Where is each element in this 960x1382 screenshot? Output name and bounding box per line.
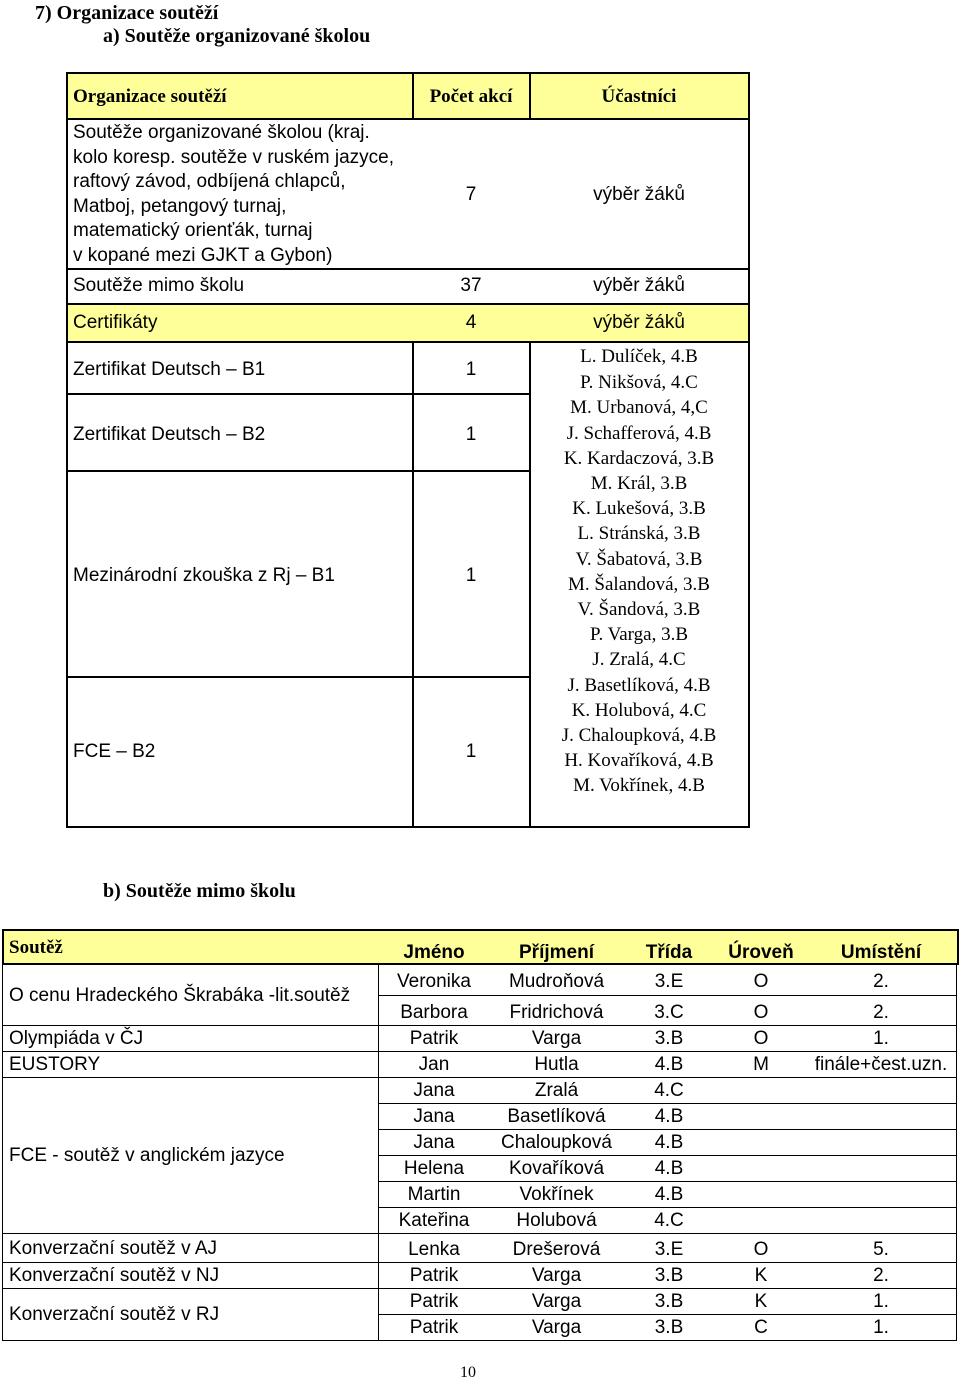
- table1-row2-name: Soutěže mimo školu: [73, 275, 245, 296]
- list-item: V. Šandová, 3.B: [577, 599, 701, 621]
- subsection-heading-b: b) Soutěže mimo školu: [103, 880, 296, 902]
- cell-trida: 3.E: [654, 971, 684, 992]
- cell-prijmeni: Hutla: [534, 1054, 579, 1075]
- cell-trida: 4.B: [654, 1132, 684, 1153]
- cell-uroven: M: [753, 1054, 769, 1075]
- list-item: L. Stránská, 3.B: [577, 523, 701, 545]
- cell-uroven: C: [754, 1317, 768, 1338]
- cell-trida: 4.B: [654, 1054, 684, 1075]
- cell-trida: 3.B: [654, 1265, 684, 1286]
- competition-name: Konverzační soutěž v NJ: [9, 1265, 220, 1286]
- cell-prijmeni: Vokřínek: [519, 1184, 594, 1205]
- cell-umisteni: finále+čest.uzn.: [814, 1054, 948, 1075]
- cell-jmeno: Patrik: [409, 1028, 459, 1049]
- table1-row3-participants: výběr žáků: [593, 312, 685, 333]
- cell-umisteni: 2.: [873, 971, 889, 992]
- competition-name: Konverzační soutěž v RJ: [9, 1304, 220, 1325]
- cell-jmeno: Jana: [413, 1132, 455, 1153]
- table2-header-trida: Třída: [645, 942, 693, 963]
- list-item: J. Schafferová, 4.B: [566, 422, 712, 444]
- cell-jmeno: Barbora: [400, 1002, 468, 1023]
- page-number: 10: [460, 1364, 476, 1381]
- list-item: J. Basetlíková, 4.B: [567, 674, 711, 696]
- cell-jmeno: Patrik: [409, 1265, 459, 1286]
- cell-prijmeni: Fridrichová: [509, 1002, 604, 1023]
- competition-name: Konverzační soutěž v AJ: [9, 1238, 218, 1259]
- cell-prijmeni: Mudroňová: [508, 971, 605, 992]
- cell-uroven: K: [754, 1291, 768, 1312]
- cell-trida: 3.B: [654, 1317, 684, 1338]
- list-item: J. Zralá, 4.C: [592, 649, 686, 671]
- cell-umisteni: 2.: [873, 1265, 889, 1286]
- list-item: K. Holubová, 4.C: [571, 699, 707, 721]
- cell-trida: 4.B: [654, 1106, 684, 1127]
- cell-uroven: O: [753, 1028, 769, 1049]
- table1-row6-name: Mezinárodní zkouška z Rj – B1: [73, 565, 335, 586]
- list-item: K. Kardaczová, 3.B: [563, 447, 715, 469]
- table1-row7-name: FCE – B2: [73, 741, 156, 762]
- table1-row7-count: 1: [465, 741, 477, 762]
- cell-jmeno: Helena: [403, 1158, 465, 1179]
- cell-umisteni: 1.: [873, 1291, 889, 1312]
- cell-prijmeni: Holubová: [516, 1210, 597, 1231]
- cell-prijmeni: Zralá: [534, 1080, 579, 1101]
- competition-name: FCE - soutěž v anglickém jazyce: [9, 1145, 285, 1166]
- competition-name: Olympiáda v ČJ: [9, 1028, 144, 1049]
- table1-row3-name: Certifikáty: [73, 312, 158, 333]
- cell-prijmeni: Varga: [531, 1265, 582, 1286]
- table2-header-prijmeni: Příjmení: [519, 942, 594, 963]
- cell-jmeno: Jan: [418, 1054, 450, 1075]
- cell-trida: 3.E: [654, 1239, 684, 1260]
- table1-row5-count: 1: [465, 424, 477, 445]
- table1-row1-count: 7: [465, 184, 477, 205]
- cell-umisteni: 5.: [873, 1239, 889, 1260]
- cell-jmeno: Patrik: [409, 1291, 459, 1312]
- cell-jmeno: Patrik: [409, 1317, 459, 1338]
- table2-header-uroven: Úroveň: [728, 942, 794, 963]
- cell-trida: 4.B: [654, 1158, 684, 1179]
- table1-row2-participants: výběr žáků: [593, 275, 685, 296]
- list-item: L. Dulíček, 4.B: [580, 346, 698, 367]
- cell-prijmeni: Chaloupková: [501, 1132, 612, 1153]
- list-item: V. Šabatová, 3.B: [575, 548, 703, 570]
- list-item: J. Chaloupková, 4.B: [561, 725, 717, 747]
- cell-prijmeni: Basetlíková: [507, 1106, 606, 1127]
- table1-row5-name: Zertifikat Deutsch – B2: [73, 424, 266, 445]
- cell-prijmeni: Kovaříková: [508, 1158, 605, 1179]
- list-item: M. Šalandová, 3.B: [568, 573, 710, 595]
- cell-prijmeni: Varga: [531, 1291, 582, 1312]
- table1-header-ucastnici: Účastníci: [601, 86, 677, 107]
- cell-jmeno: Martin: [407, 1184, 461, 1205]
- competition-name: EUSTORY: [9, 1054, 101, 1075]
- cell-trida: 3.C: [654, 1002, 684, 1023]
- cell-jmeno: Veronika: [397, 971, 471, 992]
- table1-header-organizace: Organizace soutěží: [73, 86, 227, 107]
- cell-uroven: O: [753, 1239, 769, 1260]
- cell-trida: 3.B: [654, 1028, 684, 1049]
- cell-umisteni: 1.: [873, 1028, 889, 1049]
- cell-jmeno: Jana: [413, 1080, 455, 1101]
- subsection-heading-a: a) Soutěže organizované školou: [103, 25, 371, 47]
- list-item: M. Vokřínek, 4.B: [573, 775, 705, 797]
- cell-prijmeni: Varga: [531, 1317, 582, 1338]
- table2-header-umisteni: Umístění: [840, 942, 922, 963]
- list-item: K. Lukešová, 3.B: [572, 498, 706, 520]
- table1-row4-count: 1: [465, 359, 477, 380]
- table1-row3-count: 4: [465, 312, 477, 333]
- participants-list: [530, 344, 748, 799]
- cell-prijmeni: Drešerová: [512, 1239, 601, 1260]
- cell-trida: 4.B: [654, 1184, 684, 1205]
- cell-umisteni: 2.: [873, 1002, 889, 1023]
- cell-jmeno: Lenka: [408, 1239, 460, 1260]
- cell-prijmeni: Varga: [531, 1028, 582, 1049]
- list-item: M. Král, 3.B: [590, 473, 688, 495]
- cell-uroven: K: [754, 1265, 768, 1286]
- list-item: H. Kovaříková, 4.B: [564, 750, 714, 772]
- table1-row2-count: 37: [460, 275, 482, 296]
- list-item: P. Nikšová, 4.C: [580, 372, 698, 394]
- cell-uroven: O: [753, 971, 769, 992]
- table2-header-jmeno: Jméno: [403, 942, 465, 963]
- cell-trida: 4.C: [654, 1080, 684, 1101]
- competition-name: O cenu Hradeckého Škrabáka -lit.soutěž: [9, 985, 351, 1006]
- table1-row6-count: 1: [465, 565, 477, 586]
- table1-row1-name: Soutěže organizované školou (kraj. kolo koresp. soutěže v ruském jazyce, raftový závod, odbíjená chlapců, Matboj, petangový turnaj, matematický orienťák, turnaj v kopané mezi GJKT a Gybon): [73, 122, 395, 266]
- table2-header-soutez: Soutěž: [9, 937, 63, 958]
- cell-uroven: O: [753, 1002, 769, 1023]
- table1-row4-name: Zertifikat Deutsch – B1: [73, 359, 266, 380]
- list-item: P. Varga, 3.B: [589, 624, 688, 646]
- table1-header-pocet: Počet akcí: [429, 86, 513, 107]
- cell-umisteni: 1.: [873, 1317, 889, 1338]
- cell-trida: 4.C: [654, 1210, 684, 1231]
- cell-jmeno: Jana: [413, 1106, 455, 1127]
- table1-row1-participants: výběr žáků: [593, 184, 685, 205]
- cell-jmeno: Kateřina: [398, 1210, 470, 1231]
- cell-trida: 3.B: [654, 1291, 684, 1312]
- section-heading: 7) Organizace soutěží: [35, 2, 219, 24]
- list-item: M. Urbanová, 4,C: [570, 397, 708, 419]
